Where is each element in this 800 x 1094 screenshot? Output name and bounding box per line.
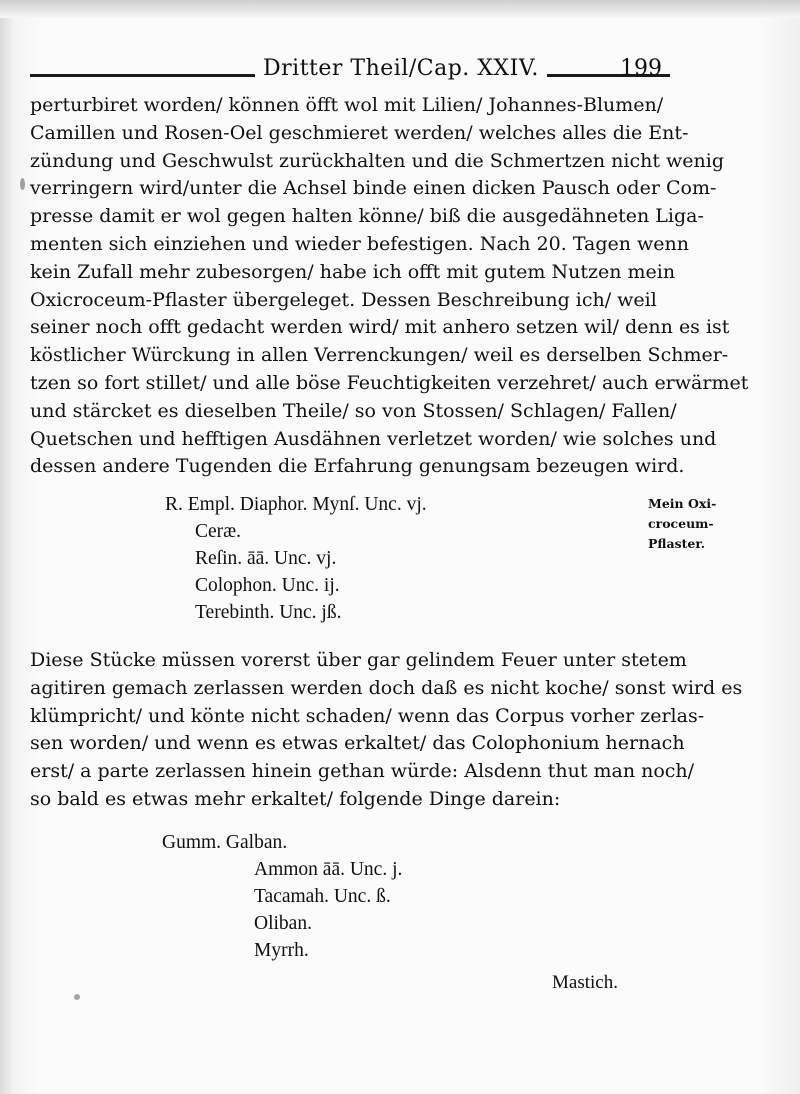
paragraph-2	[30, 647, 743, 814]
text-line: Diese Stücke müssen vorerst über gar gelindem Feuer unter stetem	[30, 649, 687, 671]
text-line: Oxicroceum-Pflaster übergeleget. Dessen Beschreibung ich/ weil	[30, 288, 657, 311]
text-line: dessen andere Tugenden die Erfahrung genungsam bezeugen wird.	[30, 455, 685, 478]
recipe-line: Oliban.	[254, 913, 312, 934]
running-header	[30, 52, 670, 88]
catchword: Mastich.	[552, 972, 618, 993]
text-line: köstlicher Würckung in allen Verrenckungen/ weil es derselben Schmer-	[30, 344, 729, 367]
text-line: verringern wird/unter die Achsel binde einen dicken Pausch oder Com-	[30, 177, 717, 200]
margin-note-line: Mein Oxi-	[648, 496, 717, 511]
text-line: kein Zufall mehr zubesorgen/ habe ich offt mit gutem Nutzen mein	[30, 260, 676, 283]
text-line: und stärcket es dieselben Theile/ so von Stossen/ Schlagen/ Fallen/	[30, 399, 677, 422]
paragraph-1	[30, 92, 749, 481]
recipe-line: R. Empl. Diaphor. Mynſ. Unc. vj.	[165, 494, 427, 515]
text-line: tzen so fort stillet/ und alle böse Feuchtigkeiten verzehret/ auch erwärmet	[30, 371, 749, 394]
text-line: sen worden/ und wenn es etwas erkaltet/ das Colophonium hernach	[30, 732, 685, 755]
recipe-line: Myrrh.	[254, 940, 309, 961]
recipe-2	[162, 832, 402, 967]
text-line: erst/ a parte zerlassen hinein gethan würde: Alsdenn thut man noch/	[30, 760, 695, 783]
ink-smudge	[20, 178, 25, 190]
recipe-line: Tacamah. Unc. ß.	[254, 886, 391, 907]
text-line: agitiren gemach zerlassen werden doch daß es nicht koche/ sonst wird es	[30, 676, 743, 699]
text-line: Quetschen und hefftigen Ausdähnen verletzet worden/ wie solches und	[30, 427, 717, 450]
page-number: 199	[620, 56, 662, 81]
recipe-line: Terebinth. Unc. jß.	[195, 602, 342, 623]
recipe-line: Reſin. āā. Unc. vj.	[195, 548, 337, 569]
text-line: presse damit er wol gegen halten könne/ biß die ausgedähneten Liga-	[30, 205, 704, 228]
margin-note-line: croceum-	[648, 516, 714, 531]
text-line: zündung und Geschwulst zurückhalten und die Schmertzen nicht wenig	[30, 149, 725, 172]
text-line: so bald es etwas mehr erkaltet/ folgende Dinge darein:	[30, 787, 561, 810]
header-title: Dritter Theil/Cap. XXIV.	[255, 56, 547, 81]
recipe-line: Ammon āā. Unc. j.	[254, 859, 403, 880]
text-line: Camillen und Rosen-Oel geschmieret werden/ welches alles die Ent-	[30, 121, 689, 144]
recipe-1	[165, 494, 427, 629]
text-line: menten sich einziehen und wieder befestigen. Nach 20. Tagen wenn	[30, 232, 690, 255]
text-line: klümpricht/ und könte nicht schaden/ wenn das Corpus vorher zerlas-	[30, 704, 705, 727]
recipe-line: Gumm. Galban.	[162, 832, 288, 853]
text-line: seiner noch offt gedacht werden wird/ mit anhero setzen wil/ denn es ist	[30, 316, 730, 339]
recipe-line: Ceræ.	[195, 521, 242, 542]
margin-note-line: Pflaster.	[648, 536, 706, 551]
ink-smudge	[74, 994, 80, 1000]
page-top-edge	[0, 0, 800, 18]
margin-note	[648, 494, 758, 554]
text-line: perturbiret worden/ können öfft wol mit Lilien/ Johannes-Blumen/	[30, 94, 664, 116]
recipe-line: Colophon. Unc. ij.	[195, 575, 340, 596]
